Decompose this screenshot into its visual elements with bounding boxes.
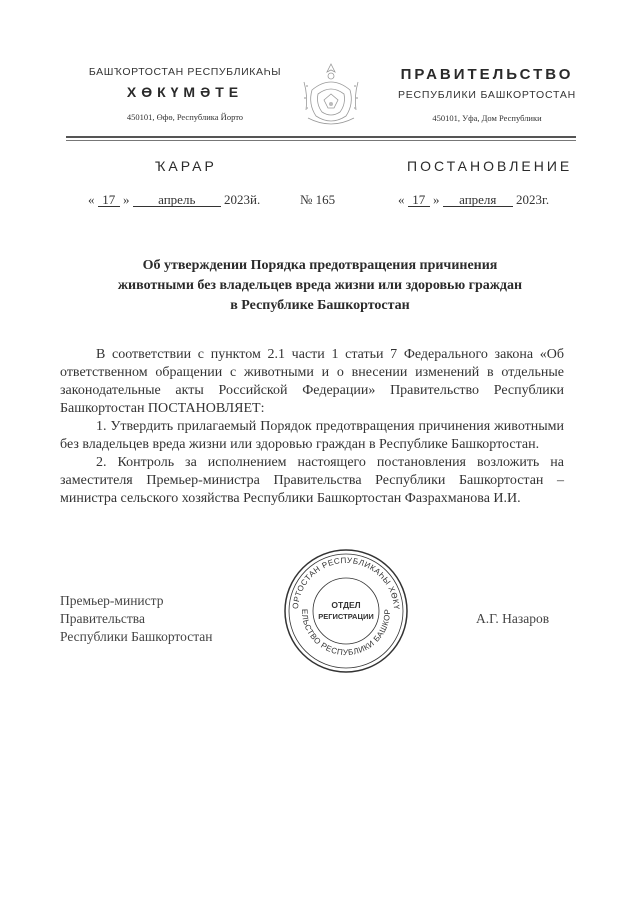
doc-type-bashkir: ҠАРАР xyxy=(155,158,217,174)
date-left-open-quote: « xyxy=(88,192,95,207)
date-left-year-prefix: 20 xyxy=(224,192,237,207)
header-left-address: 450101, Өфө, Республика Йорто xyxy=(126,112,244,122)
header-divider-thick xyxy=(66,136,576,138)
title-line-3: в Республике Башкортостан xyxy=(230,298,410,313)
header-right-republic-line: РЕСПУБЛИКИ БАШКОРТОСТАН xyxy=(397,89,577,101)
stamp-outer-text: ОРТОСТАН РЕСПУБЛИКАҺЫ ХӨКҮ xyxy=(290,555,402,611)
title-line-1: Об утверждении Порядка предотвращения причинения xyxy=(142,258,498,273)
date-left-close-quote: » xyxy=(123,192,130,207)
date-left-month: апрель xyxy=(133,194,221,207)
document-body xyxy=(60,346,564,508)
date-right-close-quote: » xyxy=(433,192,440,207)
header-right-block xyxy=(392,66,582,123)
signatory-position xyxy=(60,592,213,646)
doc-type-russian: ПОСТАНОВЛЕНИЕ xyxy=(407,158,573,174)
document-title xyxy=(70,256,570,316)
stamp-center-line-1: ОТДЕЛ xyxy=(331,600,361,610)
header-left-block xyxy=(80,66,290,122)
date-right-year-suffix: 23г. xyxy=(529,192,550,207)
coat-of-arms-emblem-icon xyxy=(298,60,364,130)
date-right-open-quote: « xyxy=(398,192,405,207)
stamp-center-line-2: РЕГИСТРАЦИИ xyxy=(318,612,374,621)
signatory-position-line-3: Республики Башкортостан xyxy=(60,629,213,644)
date-right xyxy=(398,192,549,208)
date-left xyxy=(88,192,260,208)
stamp-bottom-text: ЕЛЬСТВО РЕСПУБЛИКИ БАШКОР xyxy=(299,608,393,658)
signatory-position-line-1: Премьер-министр xyxy=(60,593,164,608)
date-left-year-suffix: 23й. xyxy=(237,192,261,207)
header-divider-thin xyxy=(66,140,576,141)
date-right-month: апреля xyxy=(443,194,513,207)
signatory-name: А.Г. Назаров xyxy=(476,611,550,626)
header-left-org-line: БАШҠОРТОСТАН РЕСПУБЛИКАҺЫ xyxy=(88,66,282,78)
body-paragraph-item-1: 1. Утвердить прилагаемый Порядок предотвращения причинения животными без владельцев вреда жизни или здоровью граждан в Республике Башкортостан. xyxy=(60,419,564,452)
body-paragraph-item-2: 2. Контроль за исполнением настоящего постановления возложить на заместителя Премьер-министра Правительства Республики Башкортостан – министра сельского хозяйства Республики Башкортостан Фазрахманова И.И. xyxy=(60,455,564,506)
signatory-position-line-2: Правительства xyxy=(60,611,145,626)
header-right-address: 450101, Уфа, Дом Республики xyxy=(432,113,542,123)
number-value: 165 xyxy=(315,192,336,207)
date-right-day: 17 xyxy=(408,194,430,207)
date-right-year-prefix: 20 xyxy=(516,192,529,207)
body-paragraph-preamble: В соответствии с пунктом 2.1 части 1 статьи 7 Федерального закона «Об ответственном обращении с животными и о внесении изменений в отдельные законодательные акты Российской Федерации» Правительство Республики Башкортостан ПОСТАНОВЛЯЕТ: xyxy=(60,347,564,416)
header-left-government-title: ХӨКҮМӘТЕ xyxy=(126,84,244,100)
registration-stamp xyxy=(283,548,409,674)
title-line-2: животными без владельцев вреда жизни или здоровью граждан xyxy=(117,278,523,293)
header-right-government-title: ПРАВИТЕЛЬСТВО xyxy=(400,66,574,83)
date-left-day: 17 xyxy=(98,194,120,207)
number-sign: № xyxy=(300,192,313,207)
document-number xyxy=(300,192,335,208)
